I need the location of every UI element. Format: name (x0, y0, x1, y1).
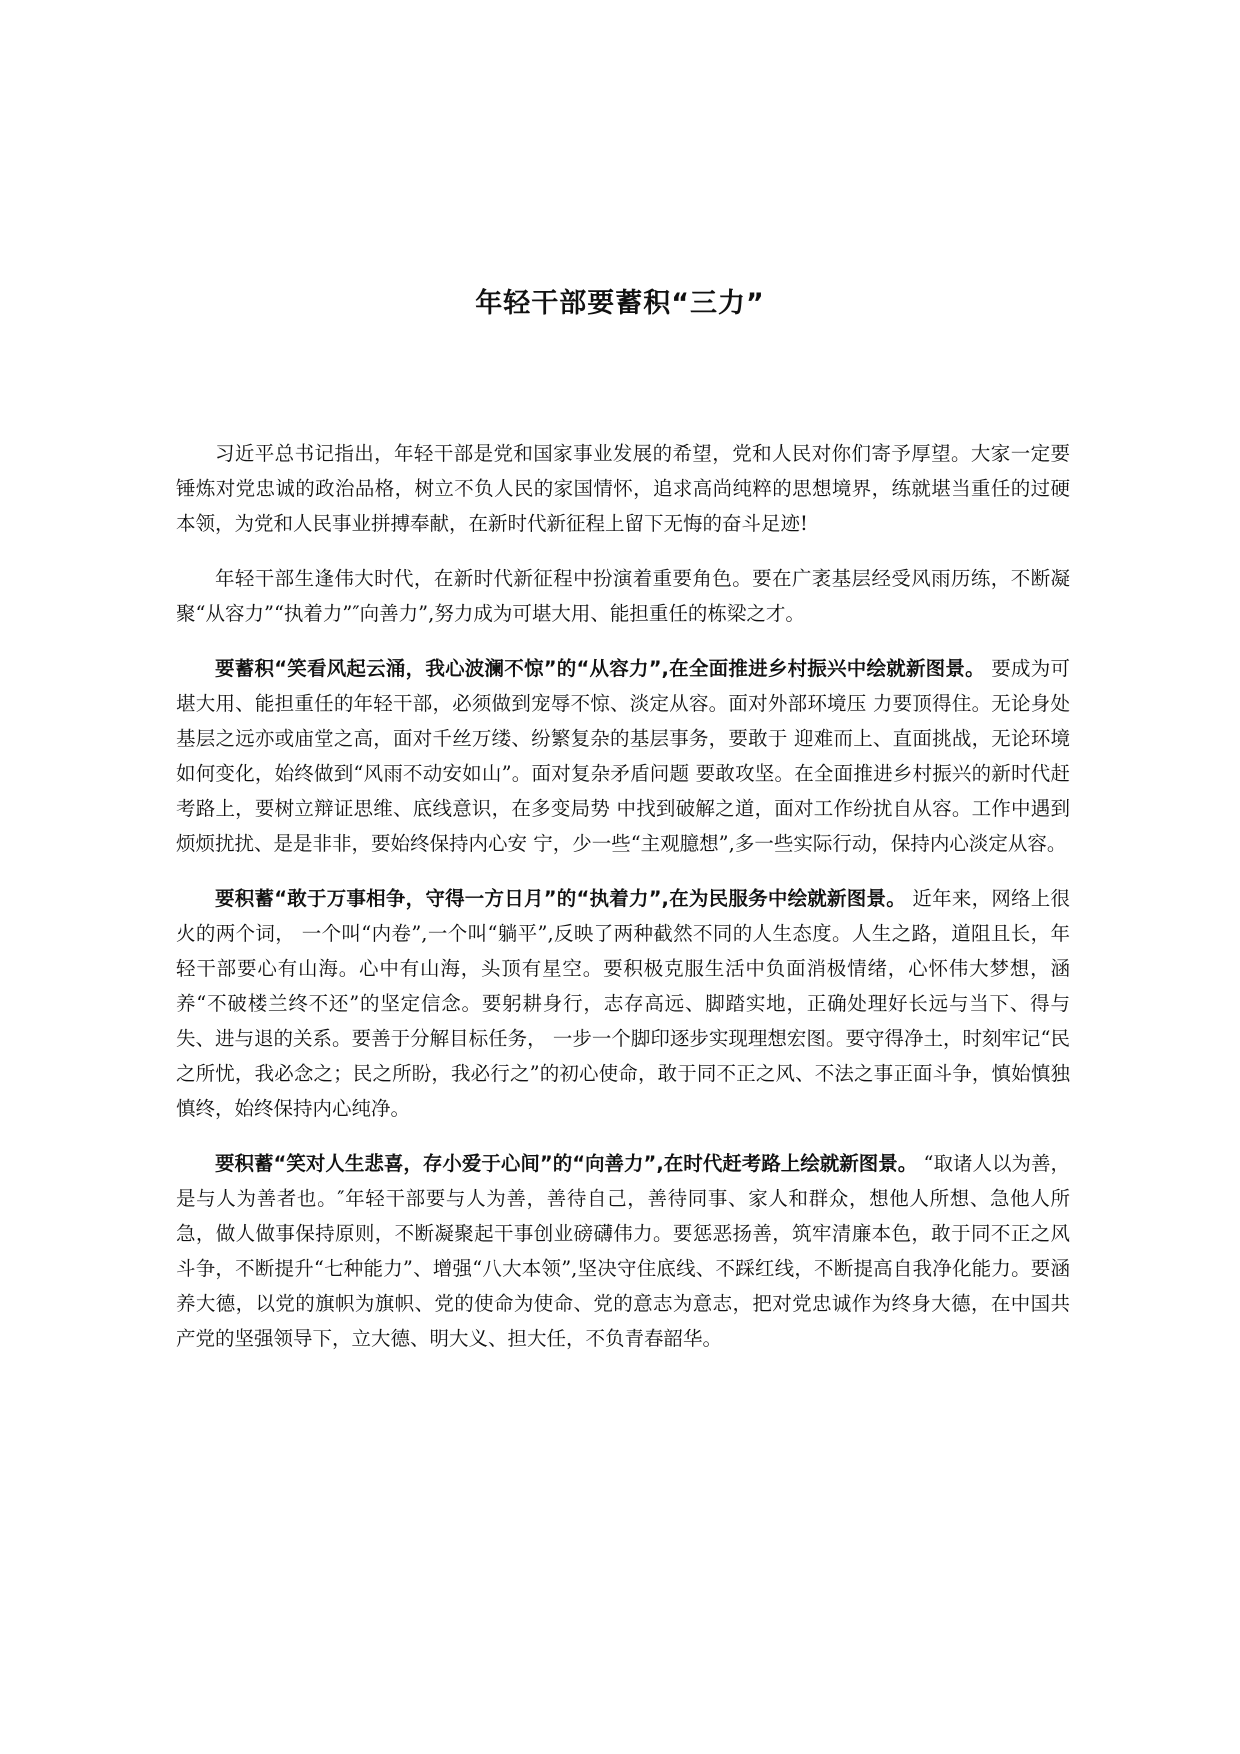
paragraph-4 (176, 881, 1070, 1126)
paragraph-4-lead: 要积蓄“敢于万事相争，守得一方日月”的“执着力”,在为民服务中绘就新图景。 (215, 887, 906, 910)
paragraph-3 (176, 651, 1070, 861)
paragraph-1 (176, 436, 1070, 541)
paragraph-2 (176, 561, 1070, 631)
document-title: 年轻干部要蓄积“三力” (475, 288, 765, 319)
paragraph-5 (176, 1146, 1070, 1356)
paragraph-2-text: 年轻干部生逢伟大时代，在新时代新征程中扮演着重要角色。要在广袤基层经受风雨历练，不断凝聚“从容力”“执着力”″向善力”,努力成为可堪大用、能担重任的栋梁之才。 (176, 567, 1070, 625)
paragraph-4-text: 近年来，网络上很火的两个词， 一个叫“内卷”,一个叫“躺平”,反映了两种截然不同的人生态度。人生之路，道阻且长，年轻干部要心有山海。心中有山海，头顶有星空。要积极克服生活中负面消极情绪，心怀伟大梦想，涵养“不破楼兰终不还”的坚定信念。要躬耕身行，志存高远、脚踏实地，正确处理好长远与当下、得与失、进与退的关系。要善于分解目标任务， 一步一个脚印逐步实现理想宏图。要守得净土，时刻牢记“民之所忧，我必念之；民之所盼，我必行之”的初心使命，敢于同不正之风、不法之事正面斗争，慎始慎独慎终，始终保持内心纯净。 (176, 887, 1071, 1120)
paragraph-5-lead: 要积蓄“笑对人生悲喜，存小爱于心间”的“向善力”,在时代赶考路上绘就新图景。 (215, 1152, 918, 1175)
paragraph-3-text: 要成为可堪大用、能担重任的年轻干部，必须做到宠辱不惊、淡定从容。面对外部环境压 力要顶得住。无论身处基层之远亦或庙堂之高，面对千丝万缕、纷繁复杂的基层事务，要敢于 迎难而上、直面挑战，无论环境如何变化，始终做到“风雨不动安如山”。面对复杂矛盾问题 要敢攻坚。在全面推进乡村振兴的新时代赶考路上，要树立辩证思维、底线意识，在多变局势 中找到破解之道，面对工作纷扰自从容。工作中遇到烦烦扰扰、是是非非，要始终保持内心安 宁，少一些“主观臆想”,多一些实际行动，保持内心淡定从容。 (176, 657, 1070, 855)
paragraph-3-lead: 要蓄积“笑看风起云涌，我心波澜不惊”的“从容力”,在全面推进乡村振兴中绘就新图景。 (215, 657, 985, 680)
document-body (176, 436, 1070, 1376)
paragraph-5-text: “取诸人以为善，是与人为善者也。″年轻干部要与人为善，善待自己，善待同事、家人和群众，想他人所想、急他人所急，做人做事保持原则，不断凝聚起干事创业磅礴伟力。要惩恶扬善，筑牢清廉本色，敢于同不正之风斗争，不断提升“七种能力”、增强“八大本领”,坚决守住底线、不踩红线，不断提高自我净化能力。要涵养大德，以党的旗帜为旗帜、党的使命为使命、党的意志为意志，把对党忠诚作为终身大德，在中国共产党的坚强领导下，立大德、明大义、担大任，不负青春韶华。 (176, 1152, 1071, 1350)
paragraph-1-text: 习近平总书记指出，年轻干部是党和国家事业发展的希望，党和人民对你们寄予厚望。大家一定要锤炼对党忠诚的政治品格，树立不负人民的家国情怀，追求高尚纯粹的思想境界，练就堪当重任的过硬本领，为党和人民事业拼搏奉献，在新时代新征程上留下无悔的奋斗足迹! (176, 442, 1070, 535)
